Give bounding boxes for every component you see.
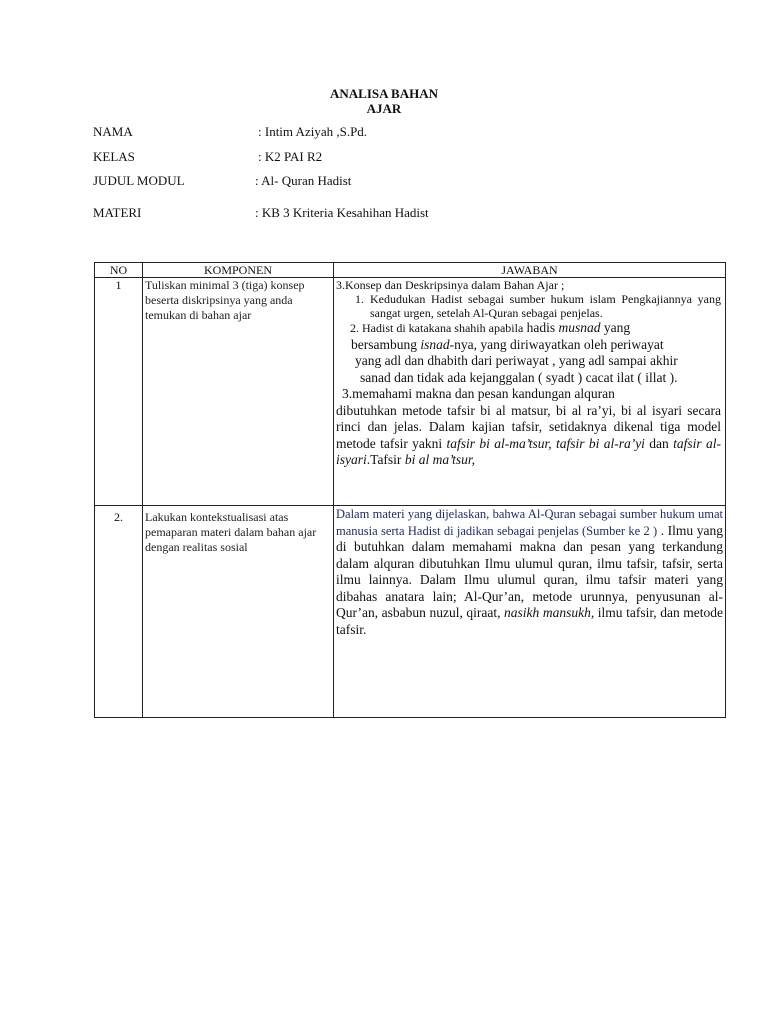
nama-value: : Intim Aziyah ,S.Pd. xyxy=(258,124,368,139)
row1-no: 1 xyxy=(95,278,143,506)
nama-label: NAMA xyxy=(93,124,133,139)
row2-jawaban-nasikh-mansukh: nasikh mansukh, xyxy=(504,605,595,620)
header-no: NO xyxy=(95,263,143,278)
row1-item3-part-d: dan xyxy=(644,435,674,451)
row1-jawaban-heading: 3.Konsep dan Deskripsinya dalam Bahan Ajar ; xyxy=(336,278,565,292)
row1-item2-part-g: -nya, yang diriwayatkan oleh periwayat xyxy=(449,336,664,352)
row1-komponen: Tuliskan minimal 3 (tiga) konsep beserta diskripsinya yang anda temukan di bahan ajar xyxy=(143,278,334,506)
row2-no: 2. xyxy=(95,506,143,718)
analysis-table xyxy=(94,262,726,718)
row1-item1-text: Kedudukan Hadist sebagai sumber hukum islam Pengkajiannya yang sangat urgen, setelah Al-Quran sebagai penjelas. xyxy=(370,292,721,320)
row1-item3-part-f: .Tafsir xyxy=(366,452,405,467)
row1-item2 xyxy=(336,320,723,386)
kelas-value: : K2 PAI R2 xyxy=(258,149,323,164)
table-row xyxy=(95,278,726,506)
judul-modul-value: : Al- Quran Hadist xyxy=(255,173,352,188)
materi-value: : KB 3 Kriteria Kesahihan Hadist xyxy=(255,205,429,220)
row1-jawaban xyxy=(334,278,726,506)
row2-jawaban-part-b: . Ilmu yang di butuhkan dalam memahami makna dan pesan yang terkandung dalam alquran dibutuhkan Ilmu ulumul quran, ilmu tafsir, tafsir, serta ilmu lainnya. Dalam Ilmu ulumul quran, ilmu tafsir materi yang dibahas anatara lain; Al-Qur’an, metode urunnya, penyusunan al-Qur’an, asbabun nuzul, qiraat, xyxy=(336,522,723,620)
row1-item2-line2 xyxy=(350,337,720,354)
row1-item2-line4: sanad dan tidak ada kejanggalan ( syadt ) cacat ilat ( illat ). xyxy=(360,369,678,385)
row1-item3-line1: 3.memahami makna dan pesan kandungan alquran xyxy=(342,386,615,401)
row1-item1 xyxy=(336,292,723,320)
row1-item2-part-d: yang xyxy=(600,320,631,335)
row1-item3-tafsir-terms: tafsir bi al-ma’tsur, tafsir bi al-ra’yi xyxy=(446,435,645,451)
row1-item2-part-a: 2. Hadist di katakana shahih apabila xyxy=(350,321,524,335)
materi-label: MATERI xyxy=(93,205,142,220)
row1-item3-part-b: dibutuhkan metode tafsir bi al matsur, bi al ra’yi, bi al isyari secara rinci dan jelas. Dalam kajian tafsir, setidaknya dikenal tiga model metode tafsir yakni xyxy=(336,402,721,451)
row1-item2-musnad: musnad xyxy=(558,320,601,335)
row1-item2-line3: yang adl dan dhabith dari periwayat , yang adl sampai akhir xyxy=(355,353,678,368)
row1-item2-part-b: hadis xyxy=(523,320,559,335)
header-komponen: KOMPONEN xyxy=(143,263,334,278)
row1-item2-part-e: bersambung xyxy=(351,336,421,352)
row1-item1-number: 1. xyxy=(355,292,364,306)
row2-jawaban-part-d: ilmu tafsir, dan metode tafsir. xyxy=(336,605,723,637)
table-header-row xyxy=(95,263,726,278)
row1-item2-isnad: isnad xyxy=(420,336,450,352)
row2-jawaban xyxy=(334,506,726,718)
row1-item3-bi-al-matsur: bi al ma’tsur, xyxy=(404,452,475,467)
row2-jawaban-part-a: Dalam materi yang dijelaskan, bahwa Al-Quran sebagai sumber hukum umat manusia serta Hadist di jadikan sebagai penjelas (Sumber ke 2 ) xyxy=(336,507,723,538)
row2-komponen: Lakukan kontekstualisasi atas pemaparan materi dalam bahan ajar dengan realitas sosial xyxy=(143,506,334,718)
header-jawaban: JAWABAN xyxy=(334,263,726,278)
row1-item3-body xyxy=(336,403,723,469)
document-title-line2: AJAR xyxy=(366,101,402,116)
row1-item3-tafsir-isyari: tafsir al-isyari xyxy=(336,435,721,467)
document-title-line1: ANALISA BAHAN xyxy=(330,86,438,101)
judul-modul-label: JUDUL MODUL xyxy=(93,173,185,188)
table-row xyxy=(95,506,726,718)
kelas-label: KELAS xyxy=(93,149,135,164)
row1-item2-line1 xyxy=(350,320,720,337)
